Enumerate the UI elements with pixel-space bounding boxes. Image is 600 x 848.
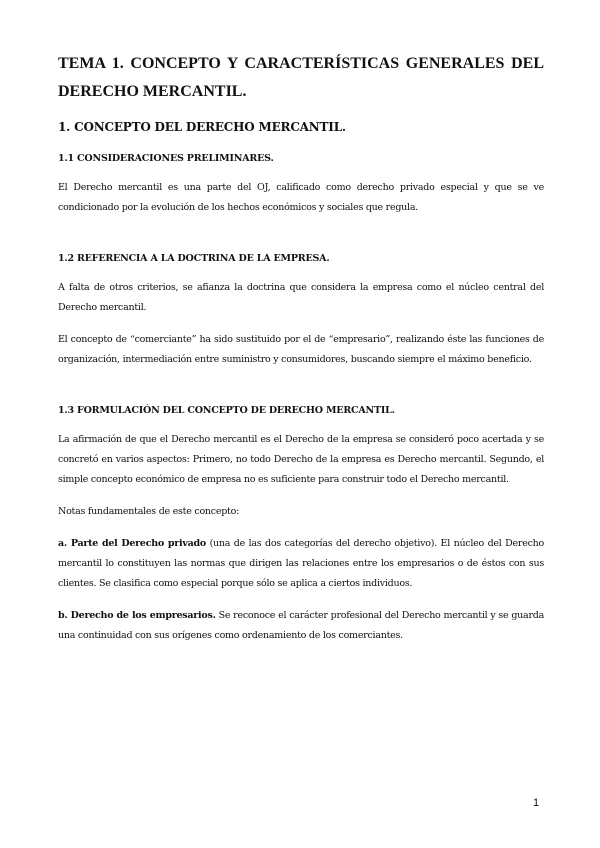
- main-title: TEMA 1. CONCEPTO Y CARACTERÍSTICAS GENERALES DEL DERECHO MERCANTIL.: [58, 55, 544, 100]
- subsection-heading-1-2: 1.2 REFERENCIA A LA DOCTRINA DE LA EMPRESA.: [58, 253, 330, 264]
- paragraph-notas: Notas fundamentales de este concepto:: [58, 506, 240, 517]
- page-number: 1: [533, 797, 540, 809]
- subsection-heading-1-3: 1.3 FORMULACIÓN DEL CONCEPTO DE DERECHO MERCANTIL.: [58, 405, 395, 416]
- document-page: [58, 50, 544, 658]
- paragraph-1-2-b: El concepto de “comerciante” ha sido sustituido por el de “empresario”, realizando éste las funciones de organización, intermediación entre suministro y consumidores, buscando siempre el máximo beneficio.: [58, 334, 544, 365]
- subsection-heading-1-1: 1.1 CONSIDERACIONES PRELIMINARES.: [58, 153, 274, 164]
- list-item-a: [58, 534, 544, 594]
- section-heading-concepto: 1. CONCEPTO DEL DERECHO MERCANTIL.: [58, 120, 346, 134]
- spacer: [58, 230, 544, 252]
- list-item-a-text: (una de las dos categorías del derecho objetivo). El núcleo del Derecho mercantil lo constituyen las normas que dirigen las relaciones entre los empresarios o de éstos con sus clientes. Se clasifica como especial porque sólo se aplica a ciertos individuos.: [58, 538, 544, 589]
- list-item-a-label: a. Parte del Derecho privado: [58, 538, 207, 549]
- list-item-b-label: b. Derecho de los empresarios.: [58, 610, 216, 621]
- list-item-b-text: Se reconoce el carácter profesional del Derecho mercantil y se guarda una continuidad con sus orígenes como ordenamiento de los comerciantes.: [58, 610, 545, 641]
- paragraph-1-3-a: La afirmación de que el Derecho mercantil es el Derecho de la empresa se consideró poco acertada y se concretó en varios aspectos: Primero, no todo Derecho de la empresa es Derecho mercantil. Segundo, el simple concepto económico de empresa no es suficiente para construir todo el Derecho mercantil.: [58, 434, 544, 485]
- paragraph-1-2-a: A falta de otros criterios, se afianza la doctrina que considera la empresa como el núcleo central del Derecho mercantil.: [58, 282, 544, 313]
- paragraph-1-1: El Derecho mercantil es una parte del OJ, calificado como derecho privado especial y que se ve condicionado por la evolución de los hechos económicos y sociales que regula.: [58, 182, 544, 213]
- list-item-b: [58, 606, 544, 646]
- spacer: [58, 382, 544, 404]
